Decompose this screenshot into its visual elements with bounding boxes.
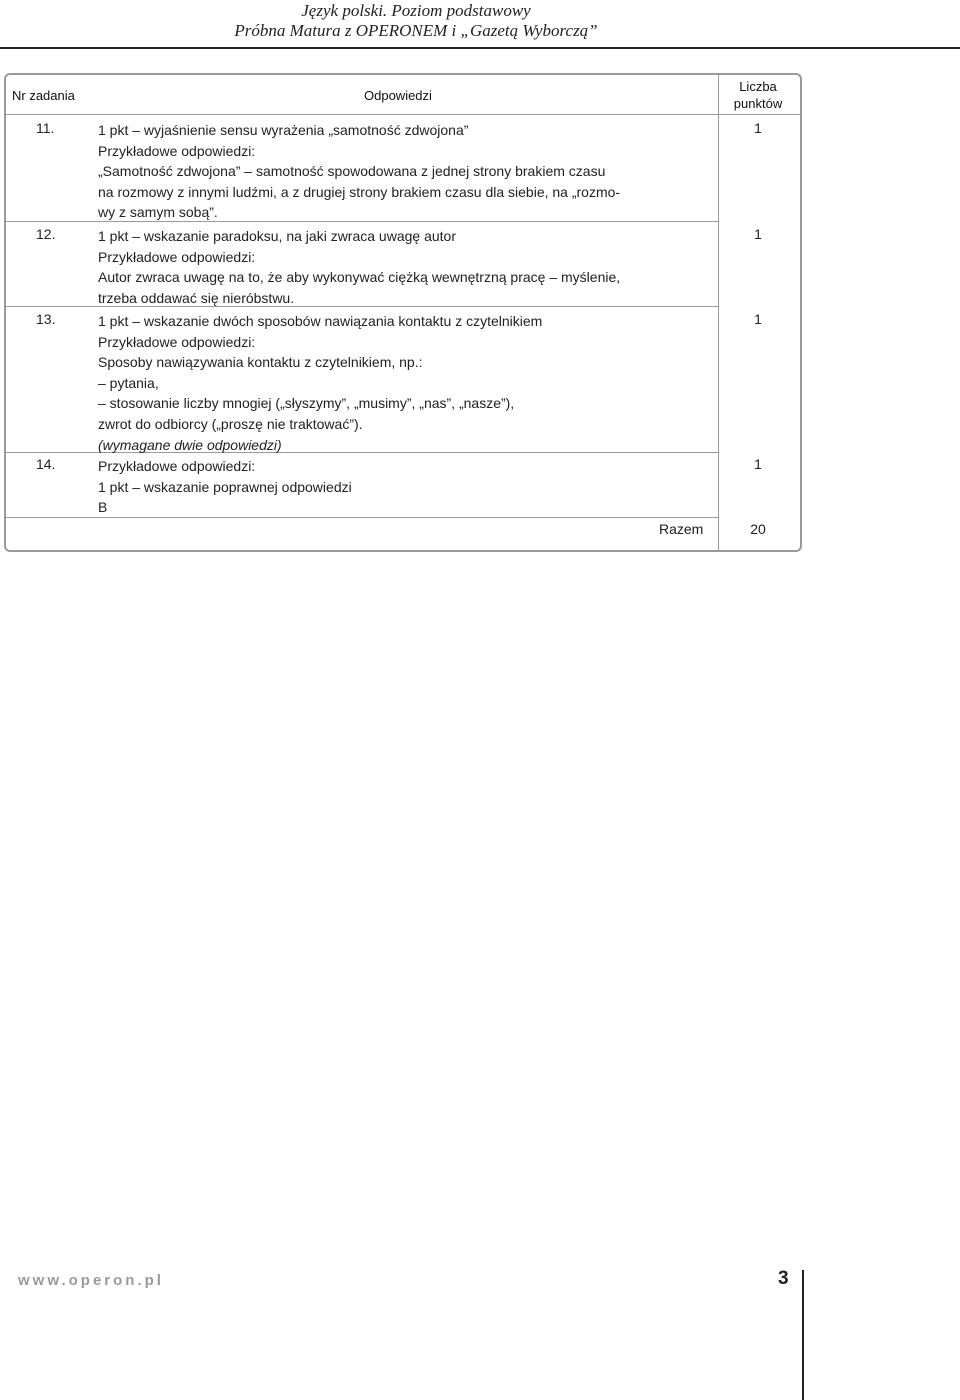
header-rule — [0, 47, 960, 49]
answer-line: Autor zwraca uwagę na to, że aby wykonywać ciężką wewnętrzną pracę – myślenie, — [98, 269, 621, 286]
page-number: 3 — [778, 1268, 789, 1289]
task-number: 13. — [36, 311, 56, 327]
answer-line: – pytania, — [98, 374, 159, 391]
header-subject: Język polski. Poziom podstawowy — [301, 1, 531, 20]
answer-line: Sposoby nawiązywania kontaktu z czytelnikiem, np.: — [98, 354, 423, 371]
answer-line: Przykładowe odpowiedzi: — [98, 333, 256, 350]
answer-content — [98, 456, 710, 518]
answer-line: na rozmowy z innymi ludźmi, a z drugiej strony brakiem czasu dla siebie, na „rozmo- — [98, 183, 621, 200]
total-value: 20 — [750, 521, 766, 537]
answer-content — [98, 311, 710, 455]
column-header-points — [722, 78, 794, 112]
column-divider-points — [718, 75, 719, 550]
task-points: 1 — [754, 456, 762, 472]
task-points: 1 — [754, 311, 762, 327]
task-points: 1 — [754, 226, 762, 242]
answer-line: 1 pkt – wskazanie paradoksu, na jaki zwraca uwagę autor — [98, 228, 456, 244]
answer-line: Przykładowe odpowiedzi: — [98, 248, 256, 265]
task-number: 14. — [36, 456, 56, 472]
task-points: 1 — [754, 120, 762, 136]
answer-line: trzeba oddawać się nieróbstwu. — [98, 289, 295, 306]
answer-content — [98, 226, 710, 308]
answer-line: 1 pkt – wskazanie poprawnej odpowiedzi — [98, 478, 352, 495]
answer-line: 1 pkt – wyjaśnienie sensu wyrażenia „samotność zdwojona” — [98, 122, 469, 138]
page-header — [0, 0, 960, 50]
column-header-points-line2: punktów — [733, 96, 783, 111]
answer-line: „Samotność zdwojona” – samotność spowodowana z jednej strony brakiem czasu — [98, 163, 606, 180]
footer-rule — [802, 1270, 804, 1400]
header-exam-title: Próbna Matura z OPERONEM i „Gazetą Wyborczą” — [234, 21, 598, 40]
task-number: 12. — [36, 226, 56, 242]
answer-content — [98, 120, 710, 223]
answer-line: B — [98, 499, 108, 516]
answer-line: Przykładowe odpowiedzi: — [98, 142, 256, 159]
column-header-answers: Odpowiedzi — [364, 88, 432, 103]
answer-line: – stosowanie liczby mnogiej („słyszymy”, „musimy”, „nas”, „nasze”), — [98, 395, 515, 412]
answer-line: zwrot do odbiorcy („proszę nie traktować”). — [98, 415, 363, 432]
answer-note: (wymagane dwie odpowiedzi) — [98, 436, 282, 453]
task-number: 11. — [36, 120, 55, 136]
column-header-points-line1: Liczba — [739, 79, 777, 94]
column-header-task-number: Nr zadania — [12, 88, 75, 103]
total-label: Razem — [659, 521, 704, 537]
answer-line: wy z samym sobą”. — [98, 204, 218, 221]
answer-line: Przykładowe odpowiedzi: — [98, 458, 256, 474]
header-divider — [6, 114, 800, 115]
footer-url: www.operon.pl — [18, 1272, 164, 1289]
answer-line: 1 pkt – wskazanie dwóch sposobów nawiązania kontaktu z czytelnikiem — [98, 313, 543, 329]
